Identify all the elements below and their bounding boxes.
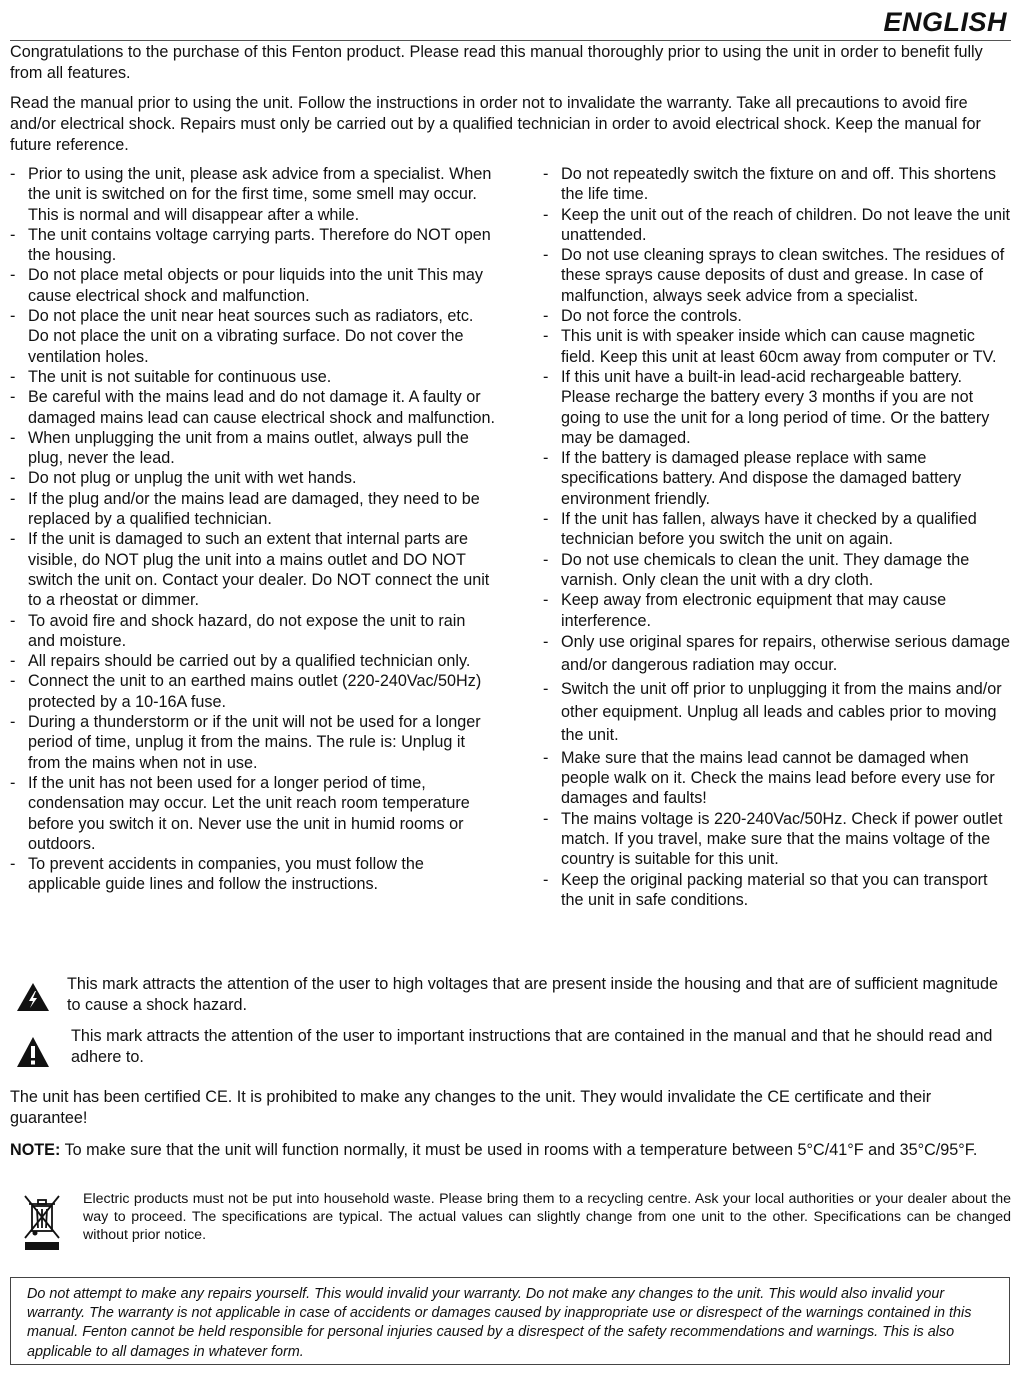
weee-text: Electric products must not be put into household waste. Please bring them to a recycling centre. Ask your local authorities or your dealer about the way to proceed. The specifications are typical. The actual values can slightly change from one unit to the other. Specifications can be changed without prior notice. (83, 1191, 1011, 1243)
list-item: - Do not plug or unplug the unit with wet hands. (10, 468, 495, 488)
list-item: - The unit contains voltage carrying parts. Therefore do NOT open the housing. (10, 225, 495, 266)
list-item: - Keep the original packing material so that you can transport the unit in safe conditions. (543, 870, 1013, 911)
high-voltage-text: This mark attracts the attention of the user to high voltages that are present inside the housing and that are of sufficient magnitude to cause a shock hazard. (67, 975, 999, 1014)
list-item: - Do not place metal objects or pour liquids into the unit This may cause electrical shock and malfunction. (10, 265, 495, 306)
list-item: - To avoid fire and shock hazard, do not expose the unit to rain and moisture. (10, 611, 495, 652)
list-item: - Keep away from electronic equipment that may cause interference. (543, 590, 1013, 631)
list-item: - During a thunderstorm or if the unit will not be used for a longer period of time, unplug it from the mains. The rule is: Unplug it from the mains when not in use. (10, 712, 495, 773)
list-item: - Do not use chemicals to clean the unit. They damage the varnish. Only clean the unit with a dry cloth. (543, 550, 1013, 591)
safety-list-right (543, 164, 1013, 910)
intro-paragraph: Congratulations to the purchase of this Fenton product. Please read this manual thoroughly prior to using the unit in order to benefit fully from all features. (10, 43, 983, 82)
list-item: - This unit is with speaker inside which can cause magnetic field. Keep this unit at least 60cm away from computer or TV. (543, 326, 1013, 367)
list-item: - If the unit is damaged to such an extent that internal parts are visible, do NOT plug the unit into a mains outlet and DO NOT switch the unit on. Contact your dealer. Do NOT connect the unit to a rheostat or dimmer. (10, 529, 495, 610)
instructions-text: This mark attracts the attention of the user to important instructions that are contained in the manual and that he should read and adhere to. (71, 1027, 993, 1066)
list-item: - Prior to using the unit, please ask advice from a specialist. When the unit is switched on for the first time, some smell may occur. This is normal and will disappear after a while. (10, 164, 495, 225)
list-item: - Switch the unit off prior to unplugging it from the mains and/or other equipment. Unplug all leads and cables prior to moving the unit. (543, 678, 1013, 748)
list-item: - Connect the unit to an earthed mains outlet (220-240Vac/50Hz) protected by a 10-16A fuse. (10, 671, 495, 712)
list-item: - Do not force the controls. (543, 306, 1013, 326)
list-item: - If this unit have a built-in lead-acid rechargeable battery. Please recharge the battery every 3 months if you are not going to use the unit for a long period of time. Or the battery may be damaged. (543, 367, 1013, 448)
note-paragraph (10, 1140, 1000, 1161)
list-item: - To prevent accidents in companies, you must follow the applicable guide lines and follow the instructions. (10, 854, 495, 895)
lightning-warning-icon (16, 982, 50, 1018)
list-item: - Do not repeatedly switch the fixture on and off. This shortens the life time. (543, 164, 1013, 205)
list-item: - Make sure that the mains lead cannot be damaged when people walk on it. Check the mains lead before every use for damages and faults! (543, 748, 1013, 809)
list-item: - Be careful with the mains lead and do not damage it. A faulty or damaged mains lead can cause electrical shock and malfunction. (10, 387, 495, 428)
disclaimer-box (10, 1277, 1010, 1365)
list-item: - If the unit has not been used for a longer period of time, condensation may occur. Let the unit reach room temperature before you switch it on. Never use the unit in humid rooms or outdoors. (10, 773, 495, 854)
list-item: - When unplugging the unit from a mains outlet, always pull the plug, never the lead. (10, 428, 495, 469)
list-item: - If the plug and/or the mains lead are damaged, they need to be replaced by a qualified technician. (10, 489, 495, 530)
note-label: NOTE: (10, 1141, 61, 1159)
safety-list-left (10, 164, 495, 895)
ce-paragraph: The unit has been certified CE. It is prohibited to make any changes to the unit. They would invalidate the CE certificate and their guarantee! (10, 1088, 932, 1127)
list-item: - Do not place the unit near heat sources such as radiators, etc. Do not place the unit on a vibrating surface. Do not cover the ventilation holes. (10, 306, 495, 367)
list-item: - The mains voltage is 220-240Vac/50Hz. Check if power outlet match. If you travel, make sure that the mains voltage of the country is suitable for this unit. (543, 809, 1013, 870)
list-item: - If the unit has fallen, always have it checked by a qualified technician before you switch the unit on again. (543, 509, 1013, 550)
list-item: - All repairs should be carried out by a qualified technician only. (10, 651, 495, 671)
exclamation-warning-icon (16, 1036, 50, 1074)
read-manual-paragraph: Read the manual prior to using the unit. Follow the instructions in order not to invalidate the warranty. Take all precautions to avoid fire and/or electrical shock. Repairs must only be carried out by a qualified technician in order to avoid electrical shock. Keep the manual for future reference. (10, 94, 981, 154)
weee-bin-icon (22, 1194, 62, 1252)
list-item: - If the battery is damaged please replace with same specifications battery. And dispose the damaged battery environment friendly. (543, 448, 1013, 509)
note-text: To make sure that the unit will function normally, it must be used in rooms with a temperature between 5°C/41°F and 35°C/95°F. (64, 1141, 978, 1159)
language-title: ENGLISH (883, 7, 1007, 37)
list-item: - Do not use cleaning sprays to clean switches. The residues of these sprays cause deposits of dust and grease. In case of malfunction, always seek advice from a specialist. (543, 245, 1013, 306)
disclaimer-text: Do not attempt to make any repairs yourself. This would invalid your warranty. Do not make any changes to the unit. This would also invalid your warranty. The warranty is not applicable in case of accidents or damages caused by inappropriate use or disrespect of the warnings contained in this manual. Fenton cannot be held responsible for personal injuries caused by a disrespect of the safety recommendations and warnings. This is also applicable to all damages in whatever form. (27, 1286, 972, 1360)
page-header (10, 4, 1011, 41)
list-item: - Only use original spares for repairs, otherwise serious damage and/or dangerous radiation may occur. (543, 631, 1013, 678)
list-item: - Keep the unit out of the reach of children. Do not leave the unit unattended. (543, 205, 1013, 246)
list-item: - The unit is not suitable for continuous use. (10, 367, 495, 387)
